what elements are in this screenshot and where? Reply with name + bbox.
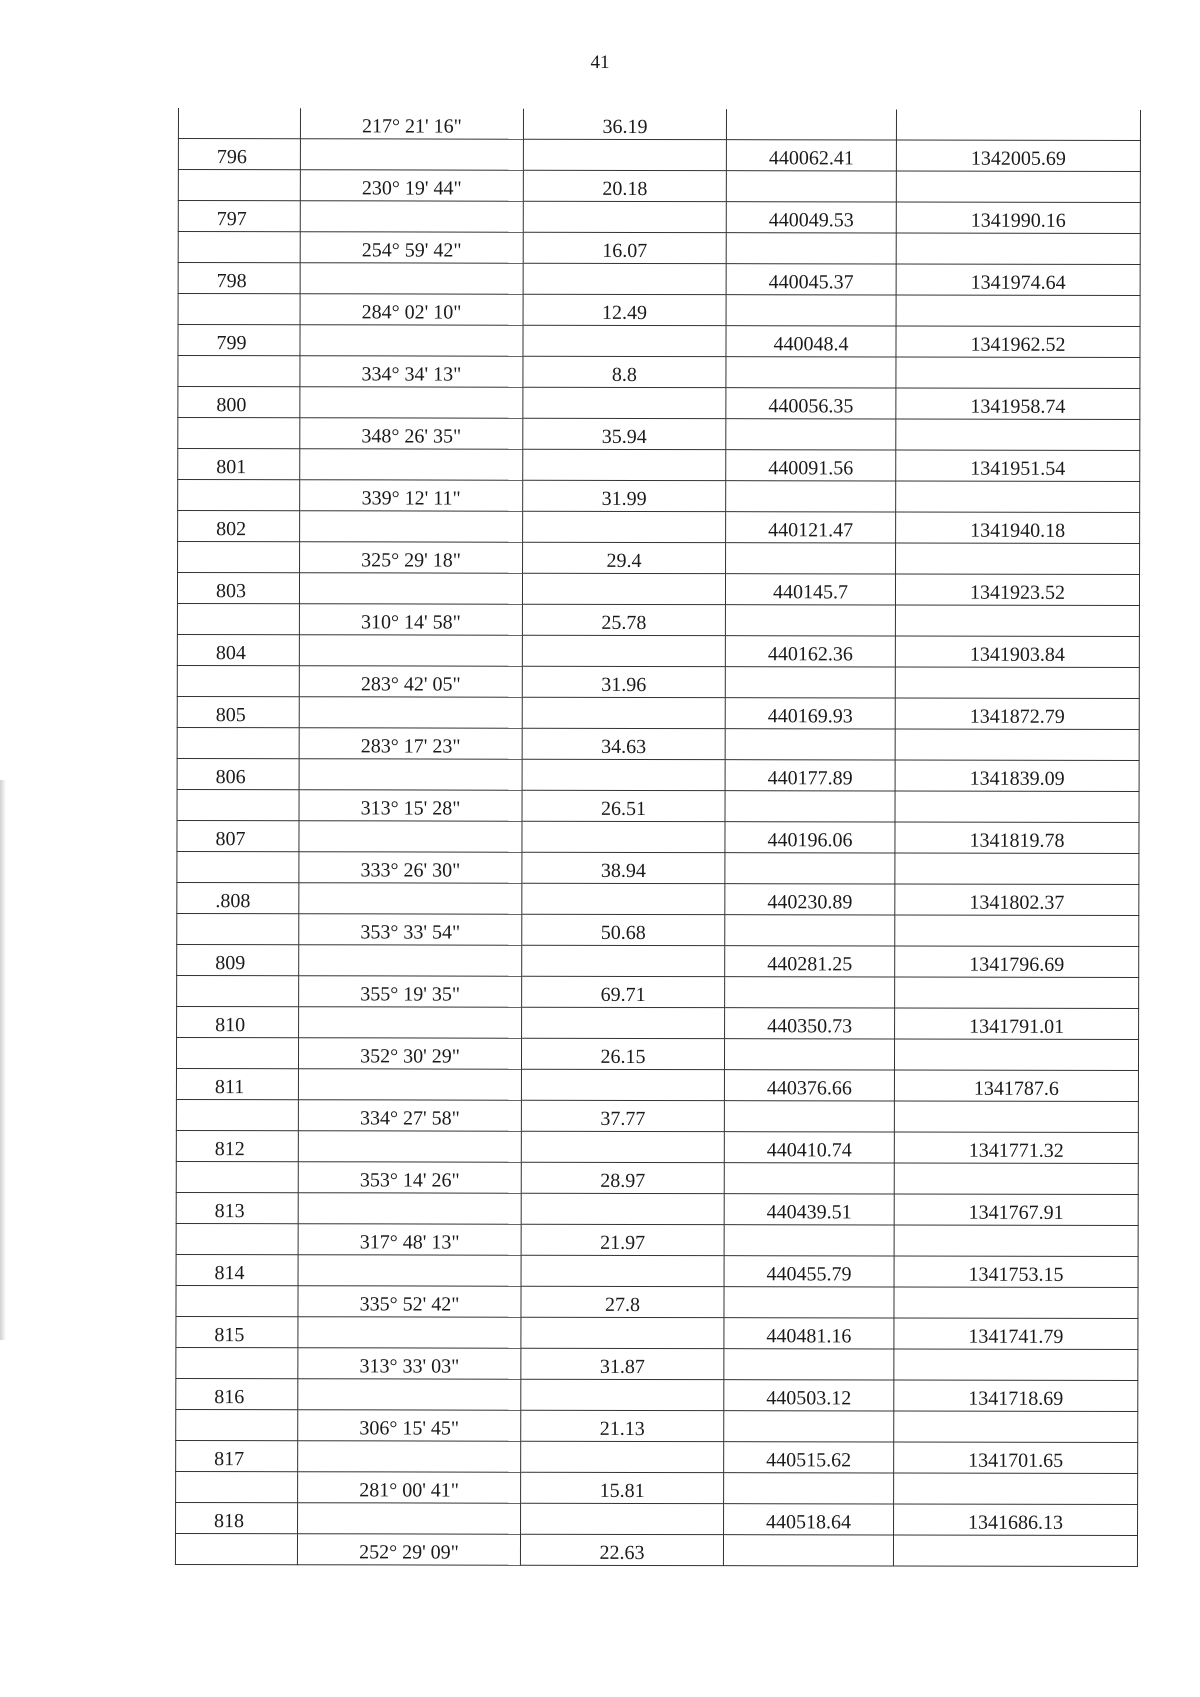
northing-cell: 440121.47 xyxy=(726,512,896,543)
easting-cell xyxy=(896,295,1140,327)
station-cell: 797 xyxy=(178,201,300,232)
station-cell: 817 xyxy=(176,1440,298,1471)
bearing-cell xyxy=(298,1379,521,1410)
northing-cell xyxy=(725,915,895,946)
station-cell: 799 xyxy=(178,325,300,356)
northing-cell xyxy=(724,1101,894,1132)
bearing-cell: 339° 12' 11" xyxy=(300,480,523,511)
station-cell xyxy=(176,1099,298,1130)
bearing-cell xyxy=(299,573,522,604)
leg-row xyxy=(176,1223,1138,1256)
distance-cell: 25.78 xyxy=(522,604,725,635)
distance-cell: 50.68 xyxy=(522,914,725,945)
bearing-cell xyxy=(298,1503,521,1534)
easting-cell: 1342005.69 xyxy=(896,140,1140,172)
station-cell xyxy=(178,232,300,263)
station-cell xyxy=(176,1409,298,1440)
station-cell xyxy=(176,1471,298,1502)
station-row xyxy=(176,1192,1138,1225)
distance-cell: 29.4 xyxy=(523,542,726,573)
northing-cell xyxy=(726,109,896,140)
easting-cell: 1341771.32 xyxy=(894,1132,1138,1164)
northing-cell: 440230.89 xyxy=(725,884,895,915)
distance-cell: 15.81 xyxy=(521,1472,724,1503)
bearing-cell: 325° 29' 18" xyxy=(300,542,523,573)
bearing-cell: 353° 33' 54" xyxy=(299,914,522,945)
station-cell: 800 xyxy=(178,387,300,418)
distance-cell: 31.99 xyxy=(523,480,726,511)
easting-cell xyxy=(896,233,1140,265)
station-cell: 802 xyxy=(178,511,300,542)
station-cell xyxy=(177,789,299,820)
easting-cell: 1341753.15 xyxy=(894,1256,1138,1288)
traverse-table xyxy=(175,108,1141,1567)
northing-cell xyxy=(724,1411,894,1442)
northing-cell xyxy=(726,419,896,450)
northing-cell: 440503.12 xyxy=(724,1380,894,1411)
northing-cell: 440056.35 xyxy=(726,388,896,419)
distance-cell xyxy=(522,821,725,852)
station-row xyxy=(176,1130,1138,1163)
traverse-table-body xyxy=(175,108,1140,1567)
easting-cell: 1341741.79 xyxy=(894,1318,1138,1350)
distance-cell xyxy=(522,945,725,976)
northing-cell xyxy=(726,543,896,574)
easting-cell: 1341872.79 xyxy=(895,698,1139,730)
distance-cell xyxy=(523,449,726,480)
northing-cell xyxy=(726,357,896,388)
easting-cell xyxy=(896,419,1140,451)
station-row xyxy=(177,758,1139,791)
northing-cell xyxy=(724,1163,894,1194)
northing-cell xyxy=(725,729,895,760)
station-cell xyxy=(176,1161,298,1192)
station-cell: 801 xyxy=(178,449,300,480)
distance-cell: 35.94 xyxy=(523,418,726,449)
northing-cell xyxy=(726,233,896,264)
station-cell xyxy=(176,1223,298,1254)
distance-cell: 38.94 xyxy=(522,852,725,883)
distance-cell: 27.8 xyxy=(521,1286,724,1317)
distance-cell: 26.15 xyxy=(521,1038,724,1069)
bearing-cell: 313° 33' 03" xyxy=(298,1348,521,1379)
distance-cell: 21.97 xyxy=(521,1224,724,1255)
northing-cell: 440281.25 xyxy=(725,946,895,977)
station-cell: 815 xyxy=(176,1316,298,1347)
distance-cell xyxy=(521,1503,724,1534)
station-cell xyxy=(176,1285,298,1316)
station-cell: 812 xyxy=(176,1130,298,1161)
bearing-cell xyxy=(299,1007,522,1038)
station-cell xyxy=(178,480,300,511)
northing-cell: 440062.41 xyxy=(726,140,896,171)
northing-cell: 440145.7 xyxy=(725,574,895,605)
bearing-cell xyxy=(298,1255,521,1286)
bearing-cell xyxy=(298,1131,521,1162)
station-row xyxy=(177,820,1139,853)
station-cell: 814 xyxy=(176,1254,298,1285)
station-row xyxy=(176,1502,1138,1535)
scan-edge-shadow xyxy=(0,780,6,1340)
bearing-cell: 333° 26' 30" xyxy=(299,852,522,883)
easting-cell: 1341951.54 xyxy=(896,450,1140,482)
northing-cell xyxy=(725,667,895,698)
distance-cell xyxy=(522,697,725,728)
leg-row xyxy=(175,1533,1137,1566)
leg-row xyxy=(176,1099,1138,1132)
northing-cell: 440196.06 xyxy=(725,822,895,853)
station-cell xyxy=(178,108,300,139)
northing-cell: 440048.4 xyxy=(726,326,896,357)
leg-row xyxy=(176,1285,1138,1318)
easting-cell xyxy=(894,1473,1138,1505)
leg-row xyxy=(176,1409,1138,1442)
distance-cell xyxy=(523,263,726,294)
northing-cell: 440439.51 xyxy=(724,1194,894,1225)
station-cell xyxy=(178,294,300,325)
northing-cell: 440049.53 xyxy=(726,202,896,233)
leg-row xyxy=(176,1037,1138,1070)
station-cell: 807 xyxy=(177,820,299,851)
northing-cell xyxy=(726,171,896,202)
northing-cell xyxy=(724,1473,894,1504)
station-row xyxy=(178,449,1140,482)
bearing-cell: 334° 34' 13" xyxy=(300,356,523,387)
distance-cell: 28.97 xyxy=(521,1162,724,1193)
distance-cell xyxy=(523,325,726,356)
northing-cell xyxy=(724,1225,894,1256)
easting-cell xyxy=(896,481,1140,513)
northing-cell xyxy=(725,605,895,636)
bearing-cell: 352° 30' 29" xyxy=(298,1038,521,1069)
easting-cell xyxy=(894,1287,1138,1319)
bearing-cell xyxy=(299,759,522,790)
station-row xyxy=(178,263,1140,296)
station-cell xyxy=(177,603,299,634)
station-cell: 806 xyxy=(177,758,299,789)
station-cell: 804 xyxy=(177,634,299,665)
bearing-cell: 306° 15' 45" xyxy=(298,1410,521,1441)
station-row xyxy=(176,1068,1138,1101)
bearing-cell: 353° 14' 26" xyxy=(298,1162,521,1193)
station-cell xyxy=(178,418,300,449)
station-cell xyxy=(175,1533,297,1564)
station-row xyxy=(178,139,1140,172)
station-cell: 809 xyxy=(177,944,299,975)
distance-cell xyxy=(523,139,726,170)
distance-cell: 22.63 xyxy=(520,1534,723,1565)
leg-row xyxy=(177,913,1139,946)
station-cell: 813 xyxy=(176,1192,298,1223)
distance-cell: 26.51 xyxy=(522,790,725,821)
station-row xyxy=(178,325,1140,358)
easting-cell xyxy=(895,729,1139,761)
easting-cell xyxy=(894,1225,1138,1257)
northing-cell: 440350.73 xyxy=(725,1008,895,1039)
bearing-cell: 283° 42' 05" xyxy=(299,666,522,697)
easting-cell xyxy=(894,1163,1138,1195)
station-row xyxy=(177,634,1139,667)
distance-cell: 12.49 xyxy=(523,294,726,325)
distance-cell xyxy=(522,1007,725,1038)
northing-cell xyxy=(725,791,895,822)
bearing-cell: 284° 02' 10" xyxy=(300,294,523,325)
bearing-cell: 230° 19' 44" xyxy=(300,170,523,201)
station-row xyxy=(178,387,1140,420)
distance-cell: 21.13 xyxy=(521,1410,724,1441)
station-row xyxy=(176,1378,1138,1411)
bearing-cell: 334° 27' 58" xyxy=(298,1100,521,1131)
bearing-cell xyxy=(299,821,522,852)
station-cell: 811 xyxy=(176,1068,298,1099)
station-row xyxy=(177,573,1139,606)
distance-cell: 34.63 xyxy=(522,728,725,759)
easting-cell xyxy=(896,357,1140,389)
bearing-cell xyxy=(298,1193,521,1224)
bearing-cell xyxy=(298,1069,521,1100)
easting-cell xyxy=(896,110,1140,141)
bearing-cell xyxy=(298,1317,521,1348)
easting-cell: 1341974.64 xyxy=(896,264,1140,296)
bearing-cell: 252° 29' 09" xyxy=(297,1534,520,1565)
easting-cell: 1341718.69 xyxy=(894,1380,1138,1412)
bearing-cell xyxy=(300,201,523,232)
leg-row xyxy=(178,232,1140,265)
leg-row xyxy=(178,542,1140,575)
leg-row xyxy=(178,480,1140,513)
station-cell: 803 xyxy=(177,573,299,604)
distance-cell xyxy=(521,1069,724,1100)
bearing-cell: 283° 17' 23" xyxy=(299,728,522,759)
station-cell xyxy=(178,170,300,201)
station-row xyxy=(177,696,1139,729)
northing-cell: 440518.64 xyxy=(724,1504,894,1535)
bearing-cell xyxy=(300,325,523,356)
station-cell: 816 xyxy=(176,1378,298,1409)
easting-cell xyxy=(894,1349,1138,1381)
station-cell: 818 xyxy=(176,1502,298,1533)
distance-cell xyxy=(521,1255,724,1286)
station-cell: 796 xyxy=(178,139,300,170)
easting-cell xyxy=(895,605,1139,637)
easting-cell: 1341802.37 xyxy=(895,884,1139,916)
northing-cell: 440376.66 xyxy=(724,1070,894,1101)
easting-cell: 1341962.52 xyxy=(896,326,1140,358)
station-row xyxy=(177,1006,1139,1039)
page-number: 41 xyxy=(590,52,610,73)
easting-cell xyxy=(894,1411,1138,1443)
leg-row xyxy=(177,665,1139,698)
northing-cell xyxy=(725,977,895,1008)
easting-cell xyxy=(896,543,1140,575)
easting-cell xyxy=(894,1101,1138,1133)
bearing-cell: 281° 00' 41" xyxy=(298,1472,521,1503)
station-cell: 805 xyxy=(177,696,299,727)
distance-cell xyxy=(523,387,726,418)
bearing-cell xyxy=(300,263,523,294)
easting-cell: 1341686.13 xyxy=(894,1504,1138,1536)
station-row xyxy=(178,201,1140,234)
northing-cell xyxy=(724,1039,894,1070)
northing-cell: 440455.79 xyxy=(724,1256,894,1287)
distance-cell xyxy=(522,759,725,790)
leg-row xyxy=(178,108,1140,141)
distance-cell: 31.96 xyxy=(522,666,725,697)
distance-cell: 8.8 xyxy=(523,356,726,387)
easting-cell xyxy=(896,171,1140,203)
station-cell: .808 xyxy=(177,882,299,913)
bearing-cell xyxy=(299,697,522,728)
distance-cell: 31.87 xyxy=(521,1348,724,1379)
station-row xyxy=(178,511,1140,544)
leg-row xyxy=(177,975,1139,1008)
station-row xyxy=(176,1316,1138,1349)
station-cell xyxy=(177,727,299,758)
easting-cell xyxy=(895,915,1139,947)
station-row xyxy=(177,882,1139,915)
station-cell xyxy=(177,975,299,1006)
distance-cell xyxy=(521,1379,724,1410)
bearing-cell: 317° 48' 13" xyxy=(298,1224,521,1255)
northing-cell xyxy=(724,1349,894,1380)
bearing-cell xyxy=(300,449,523,480)
leg-row xyxy=(177,603,1139,636)
station-cell xyxy=(176,1347,298,1378)
bearing-cell: 254° 59' 42" xyxy=(300,232,523,263)
leg-row xyxy=(176,1161,1138,1194)
leg-row xyxy=(176,1471,1138,1504)
station-cell xyxy=(178,542,300,573)
northing-cell xyxy=(724,1287,894,1318)
bearing-cell: 310° 14' 58" xyxy=(299,604,522,635)
distance-cell xyxy=(521,1317,724,1348)
station-cell: 798 xyxy=(178,263,300,294)
leg-row xyxy=(178,170,1140,203)
distance-cell xyxy=(523,201,726,232)
easting-cell: 1341767.91 xyxy=(894,1194,1138,1226)
distance-cell: 69.71 xyxy=(522,976,725,1007)
bearing-cell xyxy=(299,635,522,666)
station-row xyxy=(176,1440,1138,1473)
distance-cell xyxy=(522,573,725,604)
easting-cell xyxy=(894,1039,1138,1071)
northing-cell xyxy=(726,481,896,512)
easting-cell: 1341990.16 xyxy=(896,202,1140,234)
distance-cell xyxy=(521,1131,724,1162)
leg-row xyxy=(178,356,1140,389)
bearing-cell: 348° 26' 35" xyxy=(300,418,523,449)
easting-cell xyxy=(895,977,1139,1009)
station-cell xyxy=(178,356,300,387)
distance-cell: 36.19 xyxy=(523,109,726,140)
bearing-cell xyxy=(299,883,522,914)
bearing-cell xyxy=(300,139,523,170)
easting-cell: 1341903.84 xyxy=(895,636,1139,668)
station-cell xyxy=(176,1037,298,1068)
northing-cell xyxy=(723,1535,893,1566)
distance-cell xyxy=(522,635,725,666)
easting-cell: 1341787.6 xyxy=(894,1070,1138,1102)
northing-cell: 440162.36 xyxy=(725,636,895,667)
distance-cell: 20.18 xyxy=(523,170,726,201)
station-cell xyxy=(177,913,299,944)
northing-cell: 440091.56 xyxy=(726,450,896,481)
leg-row xyxy=(178,418,1140,451)
northing-cell xyxy=(725,853,895,884)
distance-cell xyxy=(522,883,725,914)
easting-cell xyxy=(895,667,1139,699)
northing-cell: 440515.62 xyxy=(724,1442,894,1473)
bearing-cell: 313° 15' 28" xyxy=(299,790,522,821)
easting-cell: 1341796.69 xyxy=(895,946,1139,978)
station-row xyxy=(176,1254,1138,1287)
leg-row xyxy=(177,727,1139,760)
distance-cell xyxy=(523,511,726,542)
bearing-cell xyxy=(299,945,522,976)
easting-cell: 1341839.09 xyxy=(895,760,1139,792)
station-cell: 810 xyxy=(177,1006,299,1037)
northing-cell xyxy=(726,295,896,326)
northing-cell: 440045.37 xyxy=(726,264,896,295)
easting-cell: 1341923.52 xyxy=(895,574,1139,606)
bearing-cell xyxy=(298,1441,521,1472)
distance-cell xyxy=(521,1193,724,1224)
northing-cell: 440177.89 xyxy=(725,760,895,791)
station-cell xyxy=(177,851,299,882)
bearing-cell: 217° 21' 16" xyxy=(300,108,523,139)
easting-cell xyxy=(895,791,1139,823)
leg-row xyxy=(177,789,1139,822)
leg-row xyxy=(177,851,1139,884)
distance-cell: 16.07 xyxy=(523,232,726,263)
northing-cell: 440169.93 xyxy=(725,698,895,729)
easting-cell xyxy=(895,853,1139,885)
bearing-cell: 355° 19' 35" xyxy=(299,976,522,1007)
station-cell xyxy=(177,665,299,696)
northing-cell: 440410.74 xyxy=(724,1132,894,1163)
bearing-cell xyxy=(300,511,523,542)
distance-cell xyxy=(521,1441,724,1472)
leg-row xyxy=(176,1347,1138,1380)
easting-cell: 1341958.74 xyxy=(896,388,1140,420)
leg-row xyxy=(178,294,1140,327)
bearing-cell xyxy=(300,387,523,418)
bearing-cell: 335° 52' 42" xyxy=(298,1286,521,1317)
station-row xyxy=(177,944,1139,977)
easting-cell: 1341940.18 xyxy=(896,512,1140,544)
easting-cell xyxy=(893,1535,1137,1567)
easting-cell: 1341701.65 xyxy=(894,1442,1138,1474)
northing-cell: 440481.16 xyxy=(724,1318,894,1349)
easting-cell: 1341819.78 xyxy=(895,822,1139,854)
easting-cell: 1341791.01 xyxy=(895,1008,1139,1040)
distance-cell: 37.77 xyxy=(521,1100,724,1131)
